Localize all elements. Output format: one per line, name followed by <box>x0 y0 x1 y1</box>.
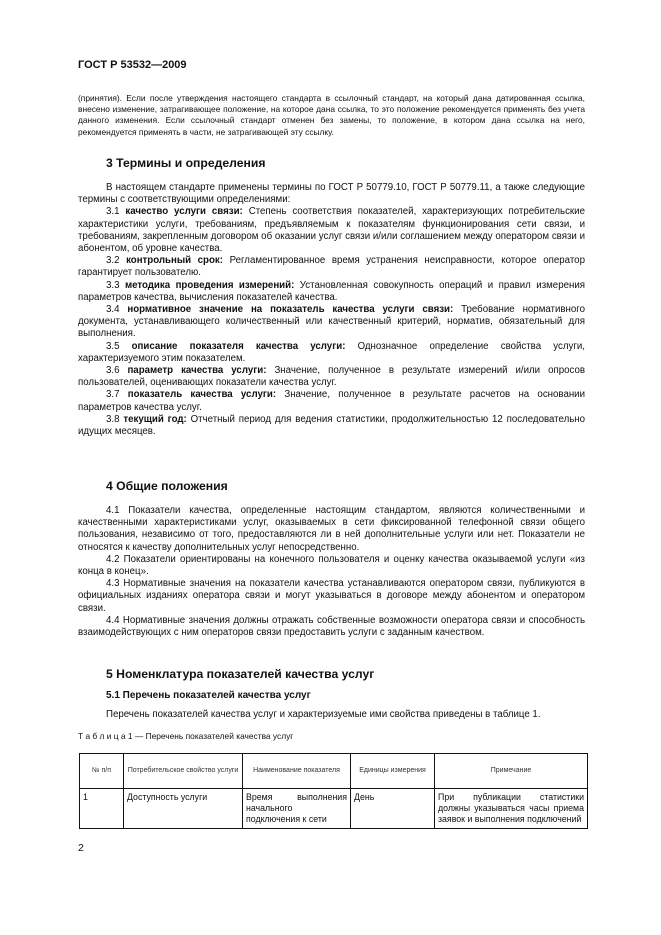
col-header-number: № п/п <box>80 754 124 789</box>
section-3-title: 3 Термины и определения <box>106 156 266 170</box>
section-5-title: 5 Номенклатура показателей качества услуг <box>106 667 375 681</box>
term-item: 3.1 качество услуги связи: Степень соответствия показателей, характеризующих потребительские характеристики услуги, требованиям, предъявляемым к показателям функционирования сети связи, и требованиям, закрепленным договором об оказании услуг связи и/или соглашением между оператором связи и абонентом, об уровне качества. <box>78 206 585 255</box>
section-4-paragraph: 4.4 Нормативные значения должны отражать собственные возможности оператора связи и способность взаимодействующих с ним операторов связи предоставить услуги с заданным качеством. <box>78 614 585 639</box>
section-5-1-title: 5.1 Перечень показателей качества услуг <box>106 690 311 701</box>
section-3-body <box>78 182 585 438</box>
term-item: 3.4 нормативное значение на показатель качества услуги связи: Требование нормативного документа, устанавливающего количественный или качественный критерий, норматив, обязательный для выполнения. <box>78 304 585 340</box>
table-cell: День <box>351 789 435 829</box>
term-item: 3.6 параметр качества услуги: Значение, полученное в результате измерений и/или опросов пользователей, оценивающих показатели качества услуг. <box>78 365 585 389</box>
table-cell: Доступность услуги <box>124 789 243 829</box>
term-item: 3.3 методика проведения измерений: Установленная совокупность операций и правил измерения параметров качества, вычисления показателей качества. <box>78 279 585 303</box>
page-number: 2 <box>78 842 84 854</box>
section-3-lead: В настоящем стандарте применены термины по ГОСТ Р 50779.10, ГОСТ Р 50779.11, а также следующие термины с соответствующими определениями: <box>78 182 585 206</box>
col-header-note: Примечание <box>435 754 588 789</box>
col-header-property: Потребительское свойство услуги <box>124 754 243 789</box>
term-item: 3.2 контрольный срок: Регламентированное время устранения неисправности, которое оператор гарантирует пользователю. <box>78 255 585 279</box>
col-header-units: Единицы измерения <box>351 754 435 789</box>
section-4-paragraph: 4.3 Нормативные значения на показатели качества устанавливаются оператором связи, публикуются в официальных изданиях оператора связи и могут указываться в договоре между абонентом и оператором связи. <box>78 578 585 614</box>
section-4-paragraph: 4.1 Показатели качества, определенные настоящим стандартом, являются количественными и качественными характеристиками услуг, оказываемых в сети фиксированной телефонной связи общего пользования, независимо от того, предоставляются ли в ней дополнительные услуги или нет. Показатели не относятся к качеству дополнительных услуг непосредственно. <box>78 505 585 553</box>
term-item: 3.8 текущий год: Отчетный период для ведения статистики, продолжительностью 12 последовательно идущих месяцев. <box>78 413 586 438</box>
section-5-body <box>78 709 585 721</box>
table-header-row <box>80 754 588 789</box>
col-header-indicator: Наименование показателя <box>243 754 351 789</box>
table-row <box>80 789 588 829</box>
table-cell: Время выполнения начального подключения к сети <box>243 789 351 829</box>
section-5-paragraph: Перечень показателей качества услуг и характеризуемые ими свойства приведены в таблице 1. <box>106 709 541 720</box>
section-4-body <box>78 505 585 639</box>
indicators-table <box>79 753 588 829</box>
intro-paragraph: (принятия). Если после утверждения настоящего стандарта в ссылочный стандарт, на который дана датированная ссылка, внесено изменение, затрагивающее положение, на которое дана ссылка, то это положение рекомендуется применять без учета данного изменения. Если ссылочный стандарт отменен без замены, то положение, в котором дана ссылка на него, рекомендуется применять в части, не затрагивающей эту ссылку. <box>78 93 585 137</box>
document-header: ГОСТ Р 53532—2009 <box>78 59 187 71</box>
table-cell: При публикации статистики должны указываться часы приема заявок и выполнения подключений <box>435 789 588 829</box>
section-4-title: 4 Общие положения <box>106 479 228 493</box>
term-item: 3.5 описание показателя качества услуги: Однозначное определение свойства услуги, характеризуемого этим показателем. <box>78 340 585 364</box>
table-cell: 1 <box>80 789 124 829</box>
term-item: 3.7 показатель качества услуги: Значение, полученное в результате расчетов на основании параметров качества услуг. <box>78 389 586 413</box>
table-caption: Т а б л и ц а 1 — Перечень показателей качества услуг <box>78 731 294 741</box>
section-4-paragraph: 4.2 Показатели ориентированы на конечного пользователя и оценку качества оказываемой услуги «из конца в конец». <box>78 553 585 578</box>
